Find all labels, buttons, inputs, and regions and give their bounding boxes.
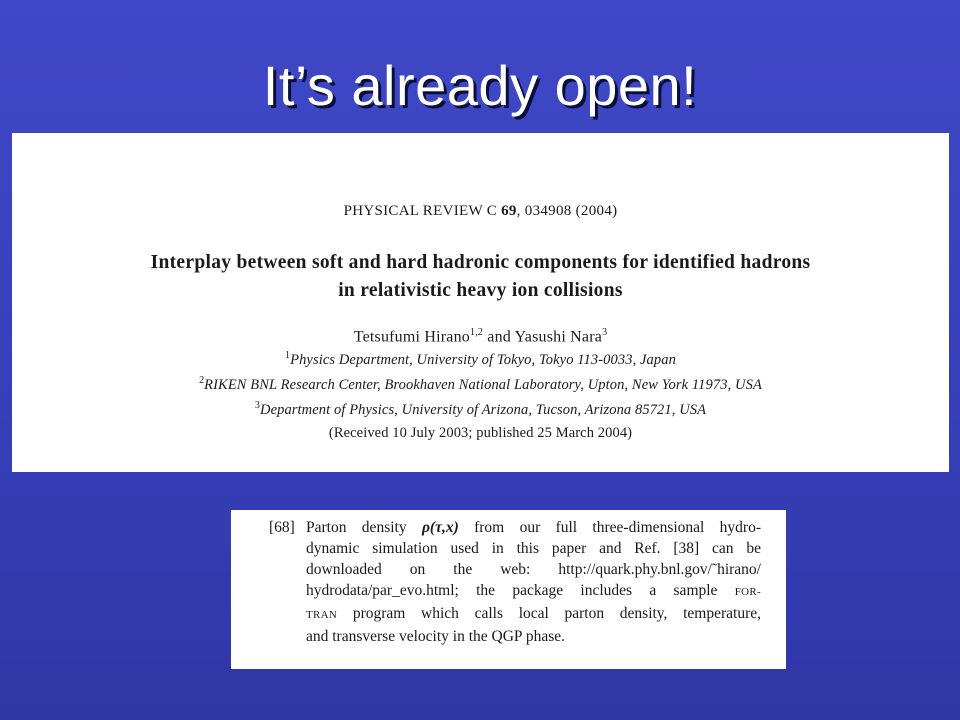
- author-2: and Yasushi Nara: [483, 328, 603, 346]
- affiliation-3: [12, 400, 949, 419]
- author-1-affil: 1,2: [470, 327, 484, 338]
- reference-excerpt: [231, 510, 786, 669]
- reference-line-3: downloaded on the web: http://quark.phy.bnl.gov/˜hirano/: [306, 561, 761, 578]
- affiliation-1-text: Physics Department, University of Tokyo, Tokyo 113-0033, Japan: [290, 351, 676, 368]
- reference-line-5: TRAN program which calls local parton density, temperature,: [306, 605, 761, 622]
- journal-citation: [12, 203, 949, 220]
- received-dates: (Received 10 July 2003; published 25 March 2004): [328, 425, 633, 441]
- journal-volume: 69: [501, 203, 517, 219]
- reference-line-6: and transverse velocity in the QGP phase.: [306, 628, 565, 645]
- affiliation-2-text: RIKEN BNL Research Center, Brookhaven National Laboratory, Upton, New York 11973, USA: [204, 376, 762, 393]
- reference-line-4: hydrodata/par_evo.html; the package includes a sample FOR-: [306, 582, 761, 599]
- reference-line-2: dynamic simulation used in this paper and Ref. [38] can be: [306, 540, 761, 557]
- paper-title-line-1: Interplay between soft and hard hadronic components for identified hadrons: [150, 252, 811, 273]
- affiliation-1-number: 1: [285, 350, 291, 361]
- journal-name: PHYSICAL REVIEW C: [343, 203, 497, 219]
- affiliation-3-text: Department of Physics, University of Arizona, Tucson, Arizona 85721, USA: [260, 401, 707, 418]
- reference-text: [306, 517, 761, 647]
- affiliation-2-number: 2: [199, 375, 205, 386]
- author-1: Tetsufumi Hirano: [353, 328, 470, 346]
- affiliation-1: [12, 350, 949, 369]
- reference-line-1: Parton density ρ(τ,x) from our full three-dimensional hydro-: [306, 519, 762, 536]
- affiliation-2: [12, 375, 949, 394]
- paper-header-excerpt: [12, 133, 949, 472]
- article-info: , 034908 (2004): [516, 203, 618, 219]
- author-2-affil: 3: [602, 327, 608, 338]
- reference-number: [68]: [269, 519, 295, 536]
- affiliation-3-number: 3: [254, 400, 260, 411]
- paper-title-line-2: in relativistic heavy ion collisions: [338, 280, 623, 301]
- paper-title: [12, 249, 949, 305]
- author-list: [12, 327, 949, 346]
- parton-density-symbol: ρ(τ,x): [421, 519, 459, 536]
- slide-title: It’s already open!: [262, 54, 698, 117]
